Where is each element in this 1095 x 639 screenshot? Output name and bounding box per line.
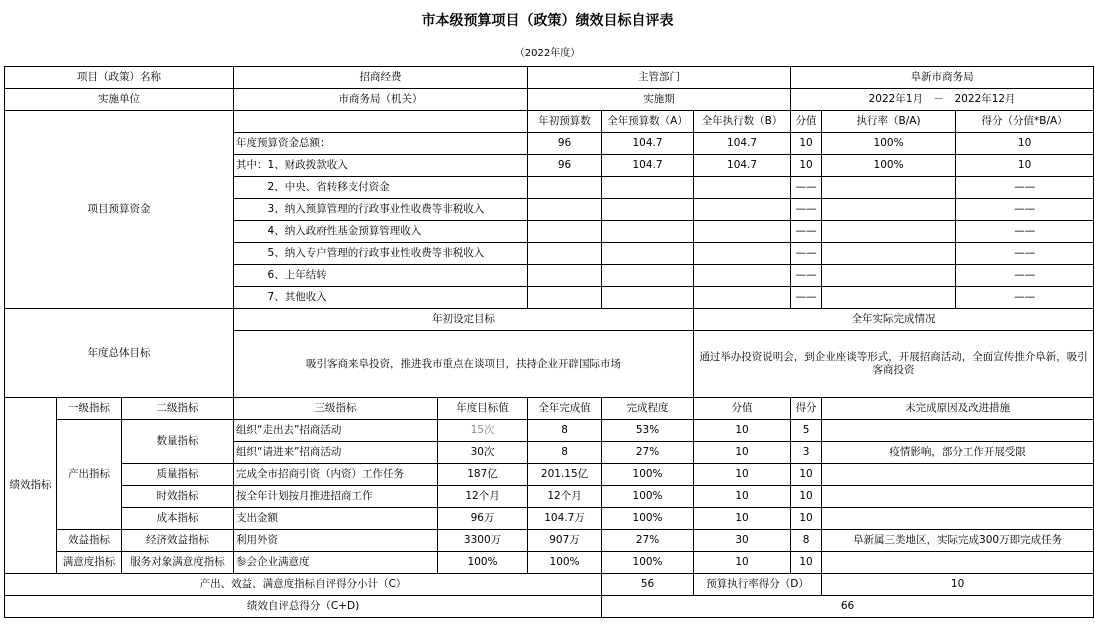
budget-cell: —— xyxy=(791,199,822,221)
budget-cell xyxy=(602,265,694,287)
budget-cell xyxy=(602,177,694,199)
period-label: 实施期 xyxy=(528,89,791,111)
timeliness-indicator-label: 时效指标 xyxy=(122,486,234,508)
ind-col-done: 全年完成值 xyxy=(528,398,602,420)
goals-planned-label: 年初设定目标 xyxy=(234,309,694,331)
budget-col-initial: 年初预算数 xyxy=(528,111,602,133)
indicators-section-label: 绩效指标 xyxy=(5,398,57,574)
budget-cell xyxy=(694,177,791,199)
budget-cell xyxy=(822,199,956,221)
indicator-rate: 100% xyxy=(602,486,694,508)
budget-row-label: 4、纳入政府性基金预算管理收入 xyxy=(234,221,528,243)
period-value: 2022年1月 － 2022年12月 xyxy=(791,89,1094,111)
budget-cell: —— xyxy=(791,221,822,243)
indicator-name: 支出金额 xyxy=(234,508,438,530)
budget-cell xyxy=(694,265,791,287)
subtotal-value: 56 xyxy=(602,574,694,596)
indicator-name: 组织“走出去”招商活动 xyxy=(234,420,438,442)
indicator-name: 按全年计划按月推进招商工作 xyxy=(234,486,438,508)
indicator-done: 907万 xyxy=(528,530,602,552)
goals-actual-label: 全年实际完成情况 xyxy=(694,309,1094,331)
ind-col-target: 年度目标值 xyxy=(438,398,528,420)
economic-indicator-label: 经济效益指标 xyxy=(122,530,234,552)
budget-cell: 10 xyxy=(791,133,822,155)
budget-row-label: 其中：1、财政拨款收入 xyxy=(234,155,528,177)
budget-cell: —— xyxy=(791,265,822,287)
indicator-rate: 27% xyxy=(602,530,694,552)
indicator-points: 10 xyxy=(694,442,791,464)
cost-indicator-label: 成本指标 xyxy=(122,508,234,530)
service-indicator-label: 服务对象满意度指标 xyxy=(122,552,234,574)
budget-cell: 104.7 xyxy=(602,133,694,155)
indicator-rate: 100% xyxy=(602,508,694,530)
budget-row-label: 年度预算资金总额： xyxy=(234,133,528,155)
indicator-rate: 27% xyxy=(602,442,694,464)
budget-cell: —— xyxy=(956,287,1094,309)
budget-col-points: 分值 xyxy=(791,111,822,133)
table-row xyxy=(5,420,1094,442)
indicator-score: 3 xyxy=(791,442,822,464)
budget-cell: —— xyxy=(791,177,822,199)
budget-cell: —— xyxy=(791,287,822,309)
ind-col-level2: 二级指标 xyxy=(122,398,234,420)
indicator-done: 104.7万 xyxy=(528,508,602,530)
budget-cell: —— xyxy=(791,243,822,265)
indicator-name: 利用外资 xyxy=(234,530,438,552)
budget-cell: —— xyxy=(956,243,1094,265)
indicator-target: 3300万 xyxy=(438,530,528,552)
indicator-score: 10 xyxy=(791,508,822,530)
budget-cell xyxy=(528,177,602,199)
budget-row-label: 3、纳入预算管理的行政事业性收费等非税收入 xyxy=(234,199,528,221)
budget-cell xyxy=(822,265,956,287)
budget-row-label: 6、上年结转 xyxy=(234,265,528,287)
indicator-reason: 阜新属三类地区，实际完成300万即完成任务 xyxy=(822,530,1094,552)
budget-col-executed: 全年执行数（B） xyxy=(694,111,791,133)
budget-cell: —— xyxy=(956,199,1094,221)
exec-score-label: 预算执行率得分（D） xyxy=(694,574,822,596)
budget-cell xyxy=(602,287,694,309)
budget-cell xyxy=(528,287,602,309)
table-row xyxy=(5,508,1094,530)
indicator-rate: 100% xyxy=(602,552,694,574)
budget-cell: —— xyxy=(956,177,1094,199)
indicator-points: 10 xyxy=(694,486,791,508)
benefit-indicator-label: 效益指标 xyxy=(57,530,122,552)
indicator-target: 187亿 xyxy=(438,464,528,486)
indicator-reason xyxy=(822,464,1094,486)
unit-label: 实施单位 xyxy=(5,89,234,111)
indicator-done: 100% xyxy=(528,552,602,574)
budget-cell xyxy=(602,199,694,221)
indicator-name: 参会企业满意度 xyxy=(234,552,438,574)
indicator-name: 完成全市招商引资（内资）工作任务 xyxy=(234,464,438,486)
budget-cell xyxy=(822,287,956,309)
budget-cell: —— xyxy=(956,221,1094,243)
indicator-points: 10 xyxy=(694,420,791,442)
budget-section-label: 项目预算资金 xyxy=(5,111,234,309)
budget-cell xyxy=(822,221,956,243)
indicator-reason xyxy=(822,552,1094,574)
quality-indicator-label: 质量指标 xyxy=(122,464,234,486)
indicator-target: 100% xyxy=(438,552,528,574)
budget-cell xyxy=(694,287,791,309)
satisfaction-indicator-label: 满意度指标 xyxy=(57,552,122,574)
budget-cell xyxy=(602,243,694,265)
ind-col-rate: 完成程度 xyxy=(602,398,694,420)
ind-col-level1: 一级指标 xyxy=(57,398,122,420)
budget-cell: —— xyxy=(956,265,1094,287)
budget-cell xyxy=(602,221,694,243)
budget-header-blank xyxy=(234,111,528,133)
budget-col-score: 得分（分值*B/A） xyxy=(956,111,1094,133)
indicator-target: 12个月 xyxy=(438,486,528,508)
total-score-label: 绩效自评总得分（C+D) xyxy=(5,596,602,618)
indicator-score: 5 xyxy=(791,420,822,442)
unit-value: 市商务局（机关） xyxy=(234,89,528,111)
indicator-target: 96万 xyxy=(438,508,528,530)
budget-cell: 100% xyxy=(822,155,956,177)
budget-col-exec-rate: 执行率（B/A) xyxy=(822,111,956,133)
indicator-points: 30 xyxy=(694,530,791,552)
budget-cell: 100% xyxy=(822,133,956,155)
budget-row-label: 2、中央、省转移支付资金 xyxy=(234,177,528,199)
subtotal-label: 产出、效益、满意度指标自评得分小计（C） xyxy=(5,574,602,596)
table-row xyxy=(5,552,1094,574)
indicator-reason: 疫情影响，部分工作开展受限 xyxy=(822,442,1094,464)
budget-cell: 96 xyxy=(528,133,602,155)
indicator-target: 30次 xyxy=(438,442,528,464)
ind-col-level3: 三级指标 xyxy=(234,398,438,420)
indicator-name: 组织“请进来”招商活动 xyxy=(234,442,438,464)
budget-row-label: 7、其他收入 xyxy=(234,287,528,309)
goals-actual-text: 通过举办投资说明会，到企业座谈等形式，开展招商活动，全面宣传推介阜新，吸引客商投资 xyxy=(694,331,1094,398)
indicator-done: 12个月 xyxy=(528,486,602,508)
budget-cell xyxy=(694,221,791,243)
indicator-rate: 100% xyxy=(602,464,694,486)
budget-cell: 10 xyxy=(956,133,1094,155)
budget-cell: 104.7 xyxy=(694,155,791,177)
budget-cell: 96 xyxy=(528,155,602,177)
budget-cell: 104.7 xyxy=(694,133,791,155)
indicator-done: 201.15亿 xyxy=(528,464,602,486)
indicator-rate: 53% xyxy=(602,420,694,442)
ind-col-score: 得分 xyxy=(791,398,822,420)
goals-planned-text: 吸引客商来阜投资，推进我市重点在谈项目，扶持企业开辟国际市场 xyxy=(234,331,694,398)
budget-cell xyxy=(694,243,791,265)
budget-cell xyxy=(528,221,602,243)
project-name-label: 项目（政策）名称 xyxy=(5,67,234,89)
self-evaluation-table xyxy=(4,66,1094,618)
page-title: 市本级预算项目（政策）绩效目标自评表 xyxy=(421,13,674,29)
budget-cell: 104.7 xyxy=(602,155,694,177)
indicator-reason xyxy=(822,420,1094,442)
table-row xyxy=(5,530,1094,552)
goals-section-label: 年度总体目标 xyxy=(5,309,234,398)
indicator-done: 8 xyxy=(528,442,602,464)
table-row xyxy=(5,486,1094,508)
project-name-value: 招商经费 xyxy=(234,67,528,89)
indicator-done: 8 xyxy=(528,420,602,442)
exec-score-value: 10 xyxy=(822,574,1094,596)
quantity-indicator-label: 数量指标 xyxy=(122,420,234,464)
indicator-reason xyxy=(822,486,1094,508)
dept-label: 主管部门 xyxy=(528,67,791,89)
budget-row-label: 5、纳入专户管理的行政事业性收费等非税收入 xyxy=(234,243,528,265)
indicator-points: 10 xyxy=(694,552,791,574)
budget-cell xyxy=(528,243,602,265)
indicator-score: 10 xyxy=(791,464,822,486)
budget-cell xyxy=(822,177,956,199)
budget-cell xyxy=(822,243,956,265)
budget-cell: 10 xyxy=(791,155,822,177)
budget-cell: 10 xyxy=(956,155,1094,177)
budget-cell xyxy=(528,265,602,287)
indicator-reason xyxy=(822,508,1094,530)
indicator-score: 10 xyxy=(791,552,822,574)
indicator-points: 10 xyxy=(694,464,791,486)
report-year: （2022年度） xyxy=(514,48,581,59)
table-row xyxy=(5,464,1094,486)
budget-cell xyxy=(528,199,602,221)
budget-cell xyxy=(694,199,791,221)
ind-col-points: 分值 xyxy=(694,398,791,420)
ind-col-reason: 未完成原因及改进措施 xyxy=(822,398,1094,420)
total-score-value: 66 xyxy=(602,596,1094,618)
output-indicator-label: 产出指标 xyxy=(57,420,122,530)
indicator-target: 15次 xyxy=(438,420,528,442)
indicator-score: 8 xyxy=(791,530,822,552)
indicator-points: 10 xyxy=(694,508,791,530)
indicator-score: 10 xyxy=(791,486,822,508)
dept-value: 阜新市商务局 xyxy=(791,67,1094,89)
budget-col-annual: 全年预算数（A） xyxy=(602,111,694,133)
